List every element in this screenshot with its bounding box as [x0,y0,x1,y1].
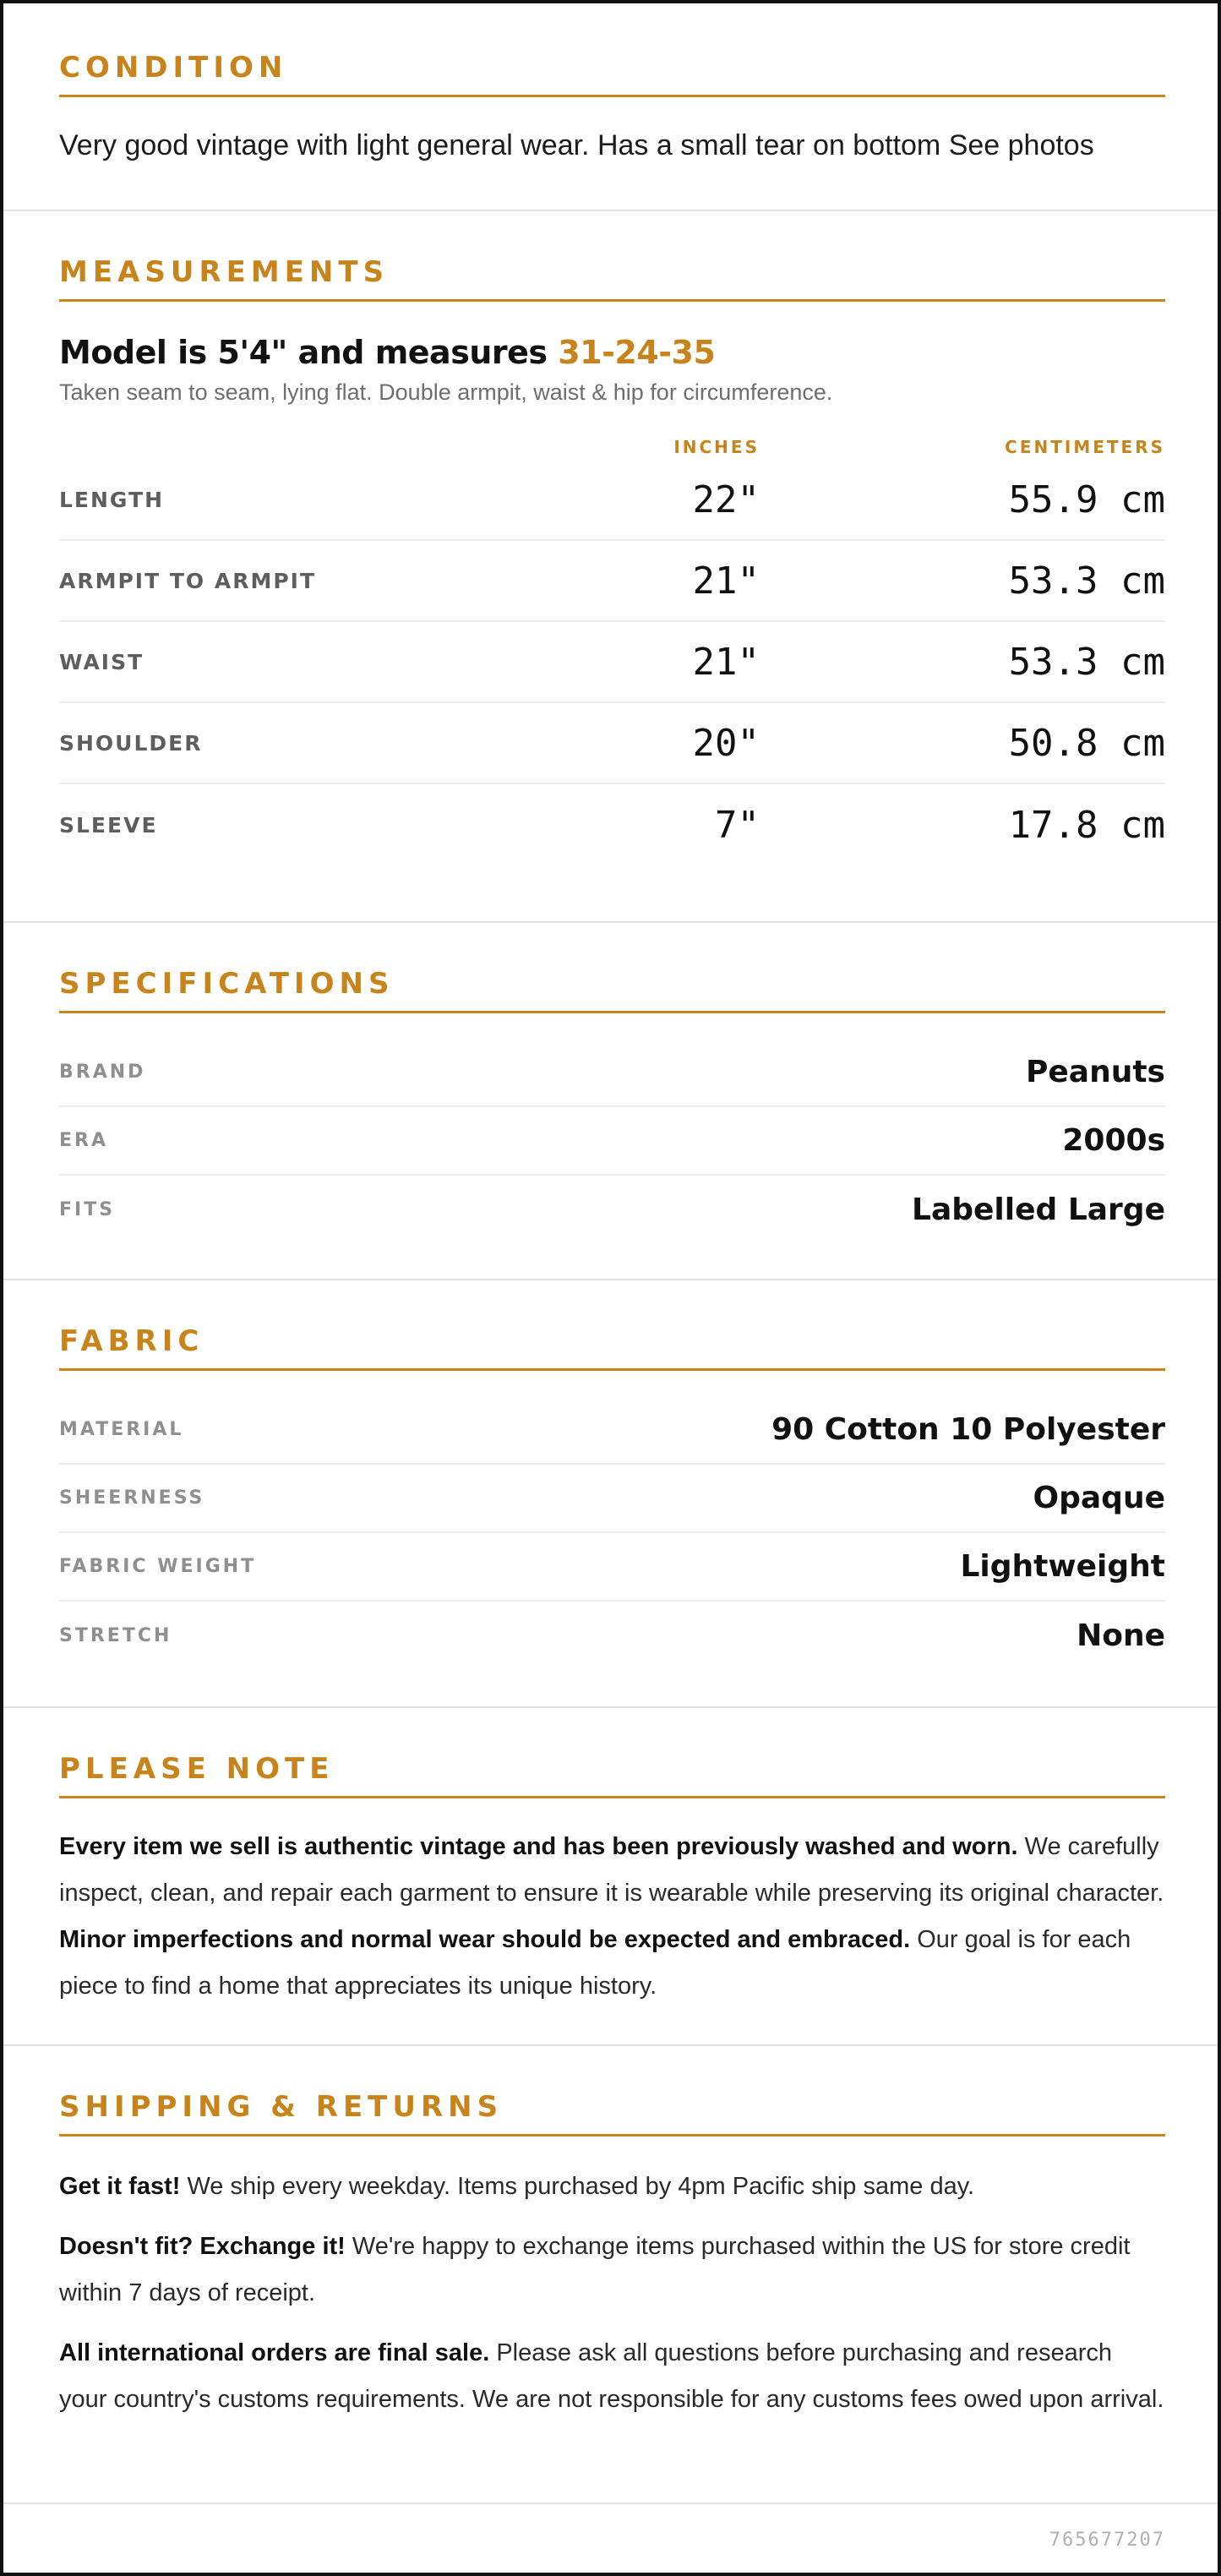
fabric-label: STRETCH [59,1625,172,1646]
measurement-inches: 21" [692,640,760,684]
specifications-section [3,923,1218,1280]
measurement-cm: 55.9 cm [1008,478,1165,521]
spec-label: BRAND [59,1062,146,1083]
note-text-1: We carefully inspect, clean, and repair each garment to ensure it is wearable while preserving its original character. [59,1833,1164,1907]
fabric-label: SHEERNESS [59,1487,205,1509]
measurements-table-header [59,434,1165,460]
fabric-row-sheerness [59,1465,1165,1533]
spec-label: ERA [59,1130,108,1151]
fabric-row-weight [59,1533,1165,1602]
international-bold: All international orders are final sale. [59,2339,490,2366]
measurement-cm: 53.3 cm [1008,559,1165,603]
measurement-label: SLEEVE [59,812,158,838]
note-bold-1: Every item we sell is authentic vintage and has been previously washed and worn. [59,1833,1018,1860]
spec-value: 2000s [1062,1123,1165,1158]
note-text-2: Our goal is for each piece to find a home that appreciates its unique history. [59,1926,1131,2000]
fabric-value: Opaque [1033,1481,1165,1515]
spec-row-era [59,1107,1165,1176]
spec-label: FITS [59,1199,116,1220]
measurements-rows [59,460,1165,865]
column-centimeters: CENTIMETERS [1005,437,1165,457]
please-note-heading: PLEASE NOTE [59,1752,1165,1798]
measurement-cm: 50.8 cm [1008,721,1165,765]
shipping-fast-detail: We ship every weekday. Items purchased by 4pm Pacific ship same day. [180,2173,975,2200]
measurement-row-shoulder [59,703,1165,784]
specifications-list [59,1039,1165,1244]
international-detail: Please ask all questions before purchasing and research your country's customs requirements. We are not responsible for any customs fees owed upon arrival. [59,2339,1164,2413]
spec-row-brand [59,1039,1165,1107]
measurement-inches: 22" [692,478,760,521]
fabric-value: Lightweight [960,1549,1165,1584]
international-text [59,2330,1165,2423]
product-sku: 765677207 [1049,2529,1165,2551]
condition-text: Very good vintage with light general wear. Has a small tear on bottom See photos [59,129,1094,161]
fabric-list [59,1396,1165,1670]
shipping-fast-text [59,2164,1165,2210]
measurement-cm: 17.8 cm [1008,803,1165,847]
model-measurements [59,334,1165,371]
condition-section [3,3,1218,211]
measurement-cm: 53.3 cm [1008,640,1165,684]
exchange-detail: We're happy to exchange items purchased within the US for store credit within 7 days of receipt. [59,2233,1131,2306]
fabric-heading: FABRIC [59,1324,1165,1371]
measurement-row-sleeve [59,784,1165,865]
footer [3,2504,1218,2575]
measurement-inches: 20" [692,721,760,765]
measurement-inches: 21" [692,559,760,603]
measurement-row-waist [59,622,1165,703]
measurement-instructions: Taken seam to seam, lying flat. Double armpit, waist & hip for circumference. [59,379,833,405]
model-measurements-label: Model is 5'4" and measures [59,334,559,371]
measurement-inches: 7" [715,803,760,847]
shipping-returns-heading: SHIPPING & RETURNS [59,2090,1165,2137]
please-note-section [3,1708,1218,2046]
spec-value: Peanuts [1026,1055,1165,1089]
measurement-row-length [59,460,1165,541]
measurements-heading: MEASUREMENTS [59,255,1165,302]
please-note-text [59,1824,1165,2010]
shipping-fast-bold: Get it fast! [59,2173,181,2200]
fabric-row-material [59,1396,1165,1465]
fabric-row-stretch [59,1602,1165,1670]
exchange-bold: Doesn't fit? Exchange it! [59,2233,346,2260]
exchange-text [59,2224,1165,2317]
measurement-label: LENGTH [59,487,164,512]
model-measurements-value: 31-24-35 [558,334,716,371]
measurements-table [59,434,1165,865]
measurement-label: SHOULDER [59,730,203,756]
measurement-label: ARMPIT TO ARMPIT [59,568,317,593]
fabric-section [3,1280,1218,1708]
measurement-label: WAIST [59,649,144,674]
fabric-value: 90 Cotton 10 Polyester [771,1412,1165,1447]
note-bold-2: Minor imperfections and normal wear should be expected and embraced. [59,1926,911,1953]
shipping-returns-section [3,2046,1218,2504]
measurement-row-armpit [59,541,1165,622]
fabric-label: FABRIC WEIGHT [59,1556,257,1577]
column-inches: INCHES [673,437,760,457]
condition-heading: CONDITION [59,51,1165,97]
measurements-section [3,211,1218,923]
fabric-label: MATERIAL [59,1419,184,1440]
spec-row-fits [59,1176,1165,1244]
fabric-value: None [1077,1618,1165,1653]
specifications-heading: SPECIFICATIONS [59,967,1165,1013]
spec-value: Labelled Large [912,1192,1165,1227]
